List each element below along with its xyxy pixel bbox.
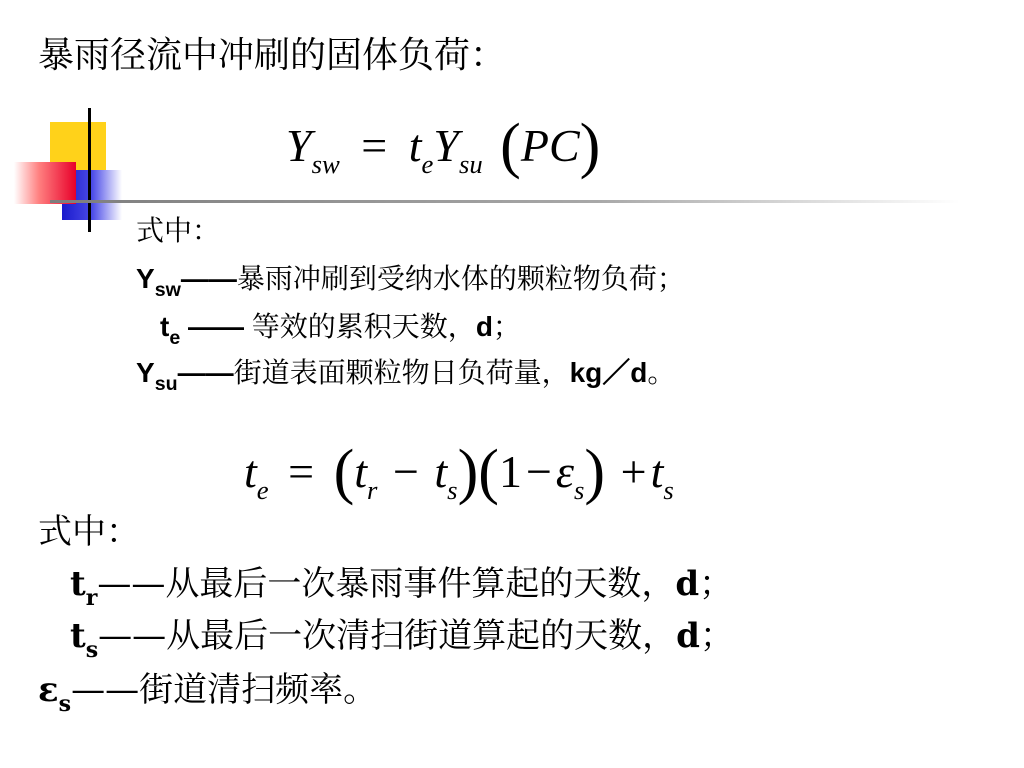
eq2-right-paren-2: ) <box>584 438 606 506</box>
defs1-item <box>136 262 685 307</box>
eq2-epsilon-symbol: ε <box>555 446 575 498</box>
defs2-item-punct: ； <box>699 616 734 656</box>
defs1-item-punct: ； <box>492 311 521 342</box>
defs1-item-text: 等效的累积天数， <box>251 311 476 342</box>
eq2-ts2-symbol: t <box>650 446 664 498</box>
eq2-left-paren-1: ( <box>333 438 355 506</box>
eq2-equals: = <box>288 446 315 498</box>
defs2-item-subscript: r <box>85 584 98 611</box>
eq1-lhs-symbol: Y <box>286 120 312 172</box>
defs1-item-dash: —— <box>180 311 252 342</box>
eq2-minus: − <box>392 446 419 498</box>
equation-1 <box>286 112 601 194</box>
eq1-y-subscript: su <box>458 149 483 180</box>
defs2-item-text: 从最后一次暴雨事件算起的天数， <box>165 564 676 604</box>
eq2-one: 1 <box>498 446 522 498</box>
eq2-ts2-subscript: s <box>663 475 674 506</box>
defs2-item-symbol: t <box>70 564 86 604</box>
defs1-item <box>160 310 521 355</box>
defs2-item <box>70 562 733 620</box>
eq2-plus: + <box>620 446 647 498</box>
defs2-item-subscript: s <box>85 636 99 663</box>
defs1-item-symbol: t <box>160 311 170 342</box>
eq2-right-paren-1: ) <box>457 438 479 506</box>
defs1-heading: 式中： <box>136 215 221 246</box>
eq1-lhs-subscript: sw <box>311 149 340 180</box>
eq2-tr-subscript: r <box>367 475 378 506</box>
defs1-item-symbol: Y <box>136 263 155 294</box>
eq2-t-subscript: e <box>256 475 269 506</box>
defs1-item-punct: 。 <box>647 357 676 388</box>
eq2-minus-2: − <box>525 446 552 498</box>
defs2-item-dash: —— <box>97 564 166 604</box>
eq1-argument: PC <box>520 120 580 172</box>
eq2-t-symbol: t <box>244 446 257 498</box>
defs2-item-symbol: ε <box>38 670 59 710</box>
eq1-t-symbol: t <box>408 120 422 172</box>
eq2-tr-symbol: t <box>354 446 368 498</box>
defs1-item <box>136 356 675 401</box>
eq2-left-paren-2: ( <box>478 438 499 506</box>
defs1-item-subscript: e <box>169 326 181 349</box>
defs2-heading: 式中： <box>38 512 140 552</box>
defs2-item-unit: d <box>676 616 700 656</box>
defs2-item-text: 从最后一次清扫街道算起的天数， <box>166 616 677 656</box>
equation-2 <box>244 438 674 520</box>
defs1-item-text: 街道表面颗粒物日负荷量， <box>233 357 570 388</box>
ornament-red-square <box>14 162 76 204</box>
defs1-item-text: 暴雨冲刷到受纳水体的颗粒物负荷； <box>236 263 685 294</box>
defs2-item-text: 街道清扫频率。 <box>139 670 378 710</box>
defs1-item-symbol: Y <box>136 357 155 388</box>
eq2-ts-subscript: s <box>447 475 458 506</box>
defs1-item-dash: —— <box>177 357 234 388</box>
defs2-item-dash: —— <box>98 616 167 656</box>
ornament-vertical-line <box>88 108 91 232</box>
eq2-epsilon-subscript: s <box>574 475 585 506</box>
defs1-item-dash: —— <box>180 263 237 294</box>
eq2-ts-symbol: t <box>434 446 448 498</box>
defs2-item-punct: ； <box>699 564 734 604</box>
defs1-item-subscript: sw <box>154 278 181 301</box>
eq1-right-paren: ) <box>579 112 601 180</box>
defs2-item-subscript: s <box>58 690 72 717</box>
eq1-y-symbol: Y <box>433 120 459 172</box>
defs1-item-subscript: su <box>154 372 178 395</box>
defs2-item-dash: —— <box>71 670 140 710</box>
slide-title: 暴雨径流中冲刷的固体负荷： <box>38 35 507 76</box>
eq1-left-paren: ( <box>500 112 521 180</box>
eq1-equals: = <box>361 120 388 172</box>
defs1-item-unit: d <box>475 311 493 342</box>
eq1-t-subscript: e <box>421 149 434 180</box>
defs2-item-unit: d <box>675 564 700 604</box>
defs2-item <box>38 668 377 726</box>
ornament-horizontal-rule <box>50 200 960 203</box>
defs1-item-unit: kg／d <box>569 357 648 388</box>
defs2-item-symbol: t <box>70 616 86 656</box>
defs2-item <box>70 614 734 672</box>
